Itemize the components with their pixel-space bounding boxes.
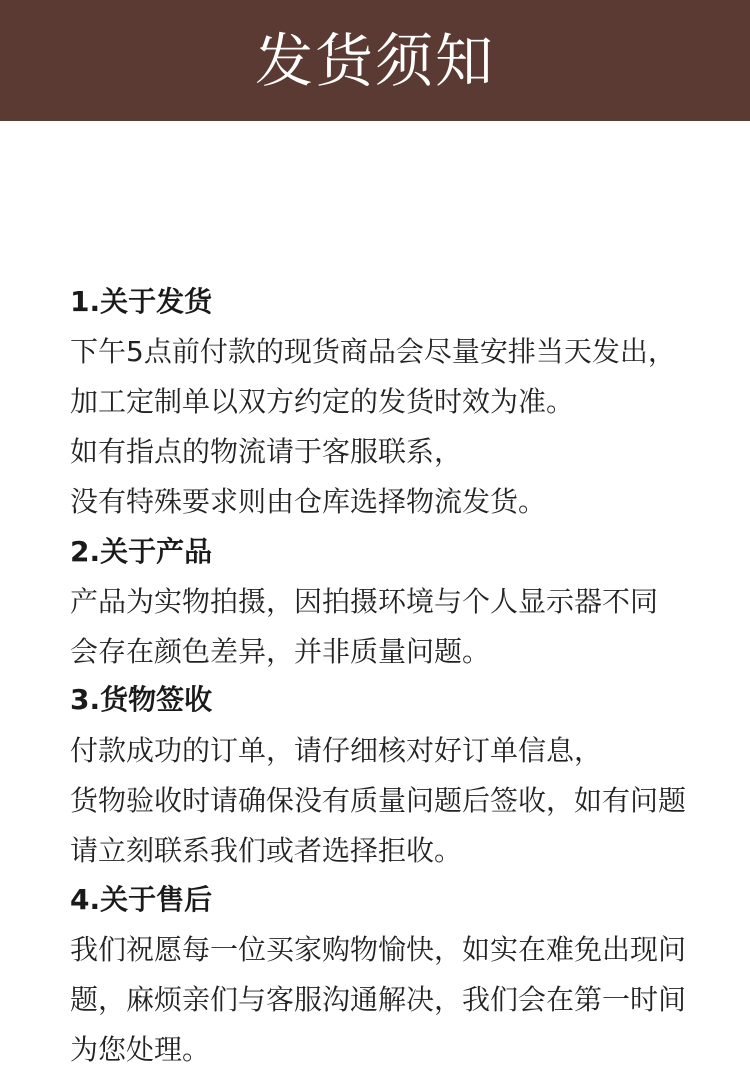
section-line: 题，麻烦亲们与客服沟通解决，我们会在第一时间 — [70, 983, 687, 1016]
section-line: 为您处理。 — [70, 1033, 211, 1066]
section-line: 我们祝愿每一位买家购物愉快，如实在难免出现问 — [70, 933, 687, 966]
section-line: 如有指点的物流请于客服联系， — [70, 435, 463, 468]
section-line: 货物验收时请确保没有质量问题后签收，如有问题 — [70, 784, 687, 817]
section-line: 加工定制单以双方约定的发货时效为准。 — [70, 385, 575, 418]
section-heading-receipt: 3.货物签收 — [70, 683, 213, 716]
notice-content — [0, 121, 750, 1066]
section-heading-aftersales: 4.关于售后 — [70, 883, 213, 916]
header-banner — [0, 0, 750, 121]
page-title: 发货须知 — [254, 26, 495, 95]
section-heading-shipping: 1.关于发货 — [70, 285, 213, 318]
section-line: 请立刻联系我们或者选择拒收。 — [70, 834, 463, 867]
section-line: 会存在颜色差异，并非质量问题。 — [70, 635, 491, 668]
section-line: 付款成功的订单，请仔细核对好订单信息， — [70, 734, 603, 767]
section-line: 产品为实物拍摄，因拍摄环境与个人显示器不同 — [70, 585, 659, 618]
section-line: 下午5点前付款的现货商品会尽量安排当天发出， — [70, 335, 676, 368]
section-heading-product: 2.关于产品 — [70, 535, 213, 568]
section-line: 没有特殊要求则由仓库选择物流发货。 — [70, 485, 547, 518]
